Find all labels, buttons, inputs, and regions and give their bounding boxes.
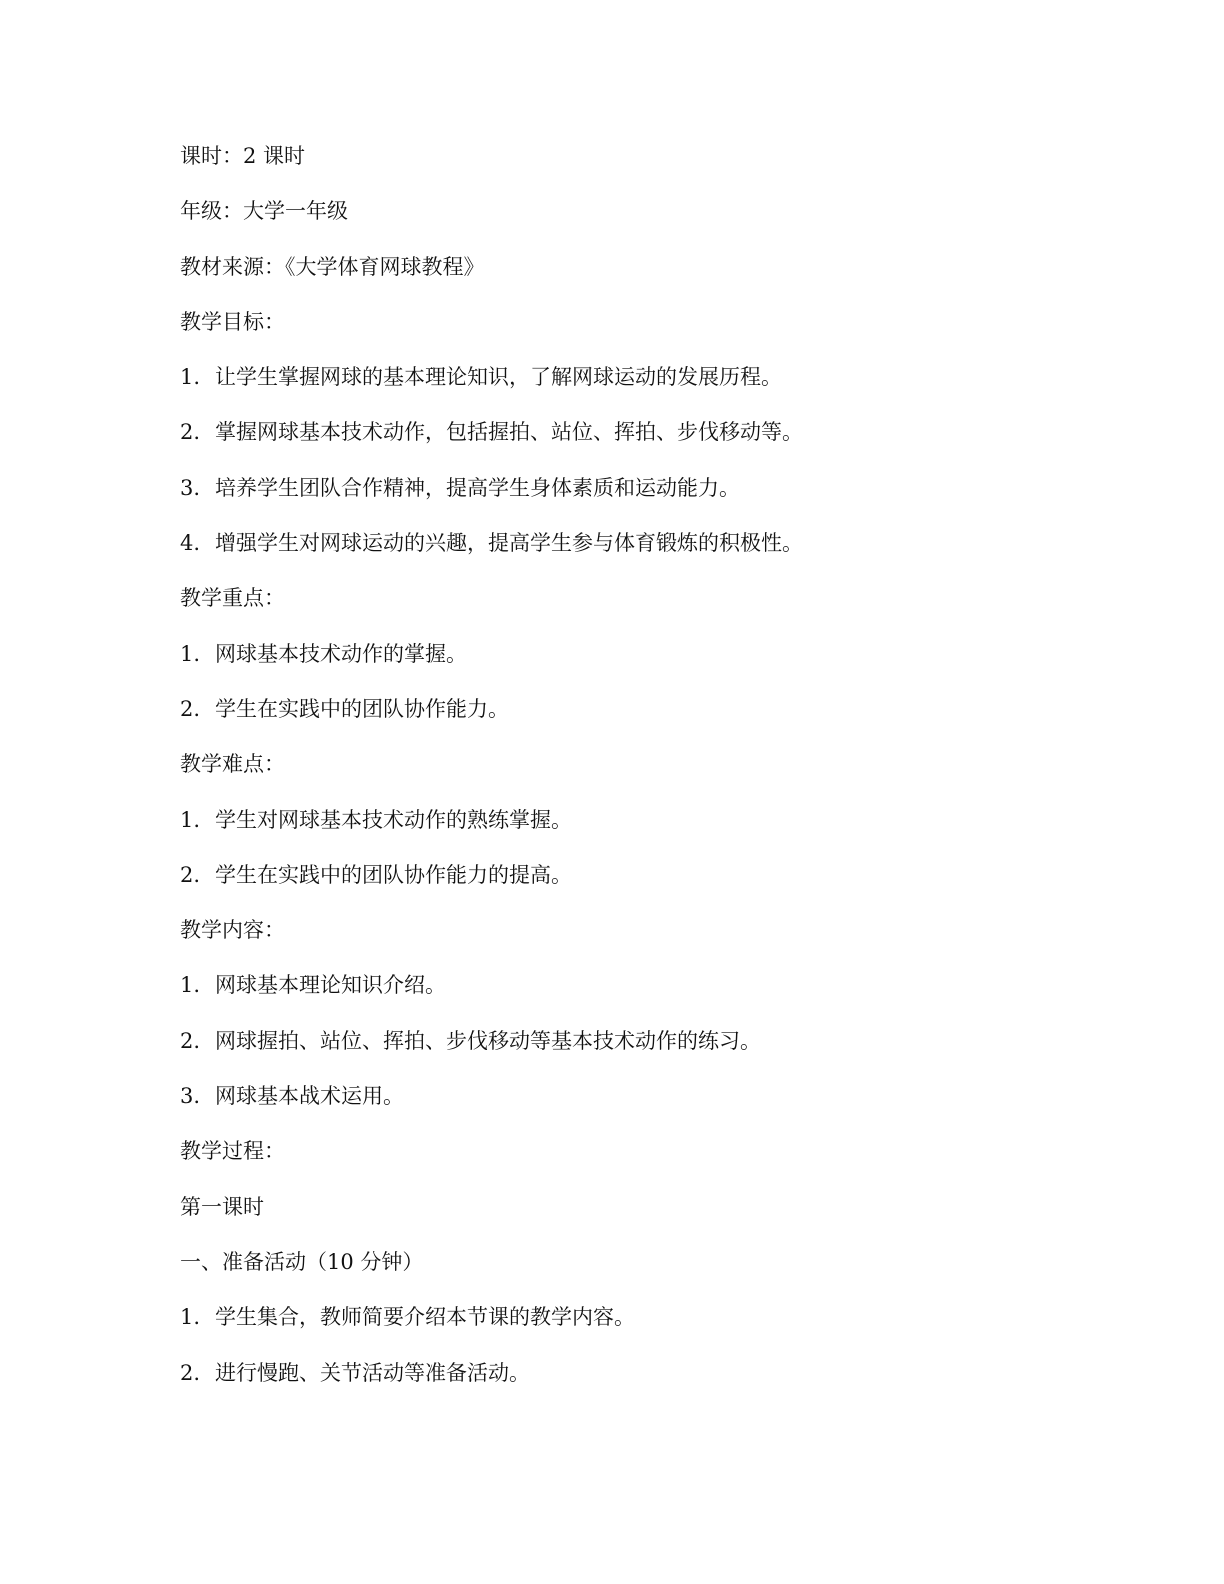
grade-line: 年级：大学一年级 bbox=[180, 199, 348, 224]
section-heading-objectives: 教学目标： bbox=[180, 309, 285, 334]
subheading-first-lesson: 第一课时 bbox=[180, 1194, 264, 1219]
item-number: 4. bbox=[180, 531, 201, 556]
item-number: 3. bbox=[180, 1084, 201, 1109]
difficulty-item bbox=[180, 857, 1080, 912]
item-number: 2. bbox=[180, 420, 201, 445]
warmup-item bbox=[180, 1355, 1080, 1410]
key-point-item bbox=[180, 691, 1080, 746]
content-item bbox=[180, 1078, 1080, 1133]
item-text: 学生在实践中的团队协作能力。 bbox=[215, 696, 509, 721]
objective-item bbox=[180, 359, 1080, 414]
item-number: 3. bbox=[180, 475, 201, 500]
objective-item bbox=[180, 414, 1080, 469]
warmup-item bbox=[180, 1299, 1080, 1354]
item-text: 网球基本技术动作的掌握。 bbox=[215, 641, 467, 666]
item-number: 1. bbox=[180, 1305, 201, 1330]
item-number: 2. bbox=[180, 1028, 201, 1053]
item-text: 网球基本战术运用。 bbox=[215, 1084, 404, 1109]
item-number: 2. bbox=[180, 1360, 201, 1385]
item-number: 1. bbox=[180, 807, 201, 832]
objective-item bbox=[180, 470, 1080, 525]
item-text: 学生对网球基本技术动作的熟练掌握。 bbox=[215, 807, 572, 832]
difficulty-item bbox=[180, 802, 1080, 857]
section-heading-process: 教学过程： bbox=[180, 1139, 285, 1164]
item-text: 学生在实践中的团队协作能力的提高。 bbox=[215, 862, 572, 887]
item-text: 掌握网球基本技术动作，包括握拍、站位、挥拍、步伐移动等。 bbox=[215, 420, 803, 445]
content-item bbox=[180, 967, 1080, 1022]
item-text: 进行慢跑、关节活动等准备活动。 bbox=[215, 1360, 530, 1385]
section-heading-key-points: 教学重点： bbox=[180, 586, 285, 611]
item-number: 2. bbox=[180, 862, 201, 887]
item-text: 培养学生团队合作精神，提高学生身体素质和运动能力。 bbox=[215, 475, 740, 500]
section-heading-difficulties: 教学难点： bbox=[180, 752, 285, 777]
key-point-item bbox=[180, 636, 1080, 691]
textbook-source-line: 教材来源：《大学体育网球教程》 bbox=[180, 254, 485, 279]
item-text: 网球基本理论知识介绍。 bbox=[215, 973, 446, 998]
item-text: 学生集合，教师简要介绍本节课的教学内容。 bbox=[215, 1305, 635, 1330]
item-text: 网球握拍、站位、挥拍、步伐移动等基本技术动作的练习。 bbox=[215, 1028, 761, 1053]
item-number: 1. bbox=[180, 365, 201, 390]
section-heading-content: 教学内容： bbox=[180, 918, 285, 943]
item-number: 2. bbox=[180, 696, 201, 721]
item-number: 1. bbox=[180, 973, 201, 998]
document-body bbox=[180, 138, 1080, 1410]
class-hours-line: 课时：2 课时 bbox=[180, 144, 306, 168]
item-text: 让学生掌握网球的基本理论知识，了解网球运动的发展历程。 bbox=[215, 365, 782, 390]
item-number: 1. bbox=[180, 641, 201, 666]
content-item bbox=[180, 1023, 1080, 1078]
item-text: 增强学生对网球运动的兴趣，提高学生参与体育锻炼的积极性。 bbox=[215, 531, 803, 556]
objective-item bbox=[180, 525, 1080, 580]
subheading-warmup: 一、准备活动（10 分钟） bbox=[180, 1249, 424, 1274]
